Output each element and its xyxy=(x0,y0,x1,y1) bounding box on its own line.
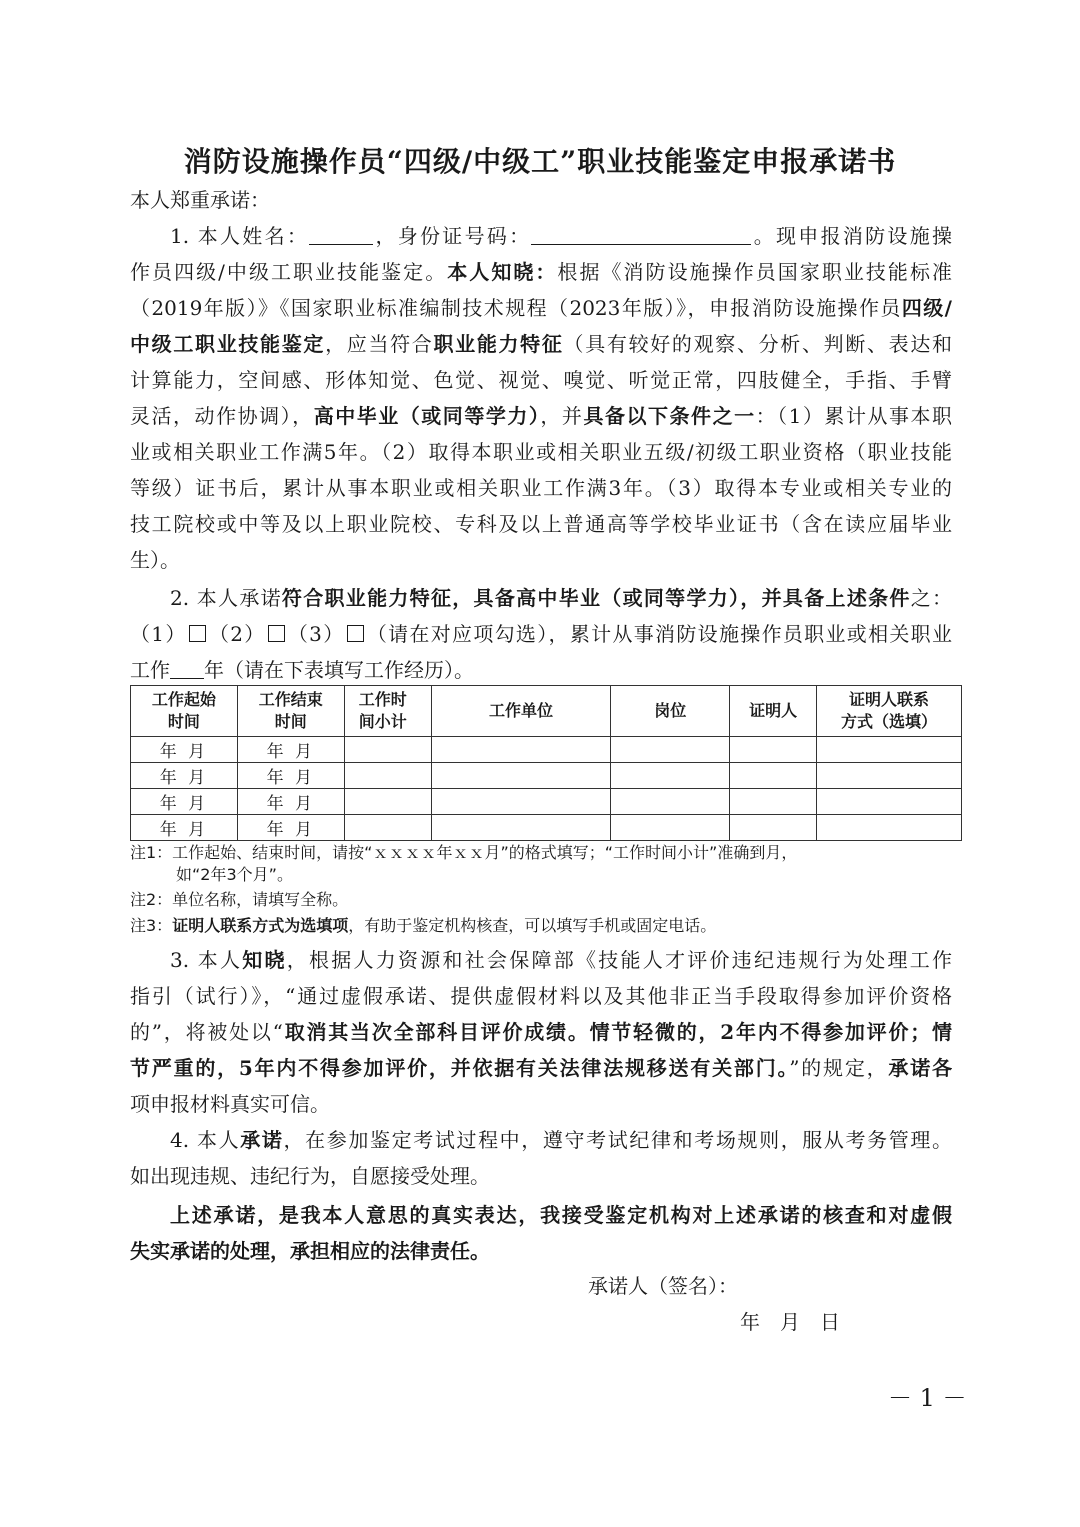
years-blank xyxy=(170,660,204,679)
start-cell[interactable]: 年 月 xyxy=(131,763,238,789)
header-end-time: 工作结束 时间 xyxy=(237,686,344,737)
witness-contact-cell[interactable] xyxy=(817,789,962,815)
end-cell[interactable]: 年 月 xyxy=(237,789,344,815)
p1-line-1 xyxy=(130,224,952,248)
note-bold-text: 证明人联系方式为选填项 xyxy=(172,916,349,935)
option-2-checkbox[interactable] xyxy=(268,625,285,642)
header-position: 岗位 xyxy=(611,686,730,737)
end-cell[interactable]: 年 月 xyxy=(237,815,344,841)
option-3-label: （3） xyxy=(286,622,345,646)
p1-bold-text: 中级工职业技能鉴定 xyxy=(130,332,326,356)
p1-line-3 xyxy=(130,296,952,320)
duration-cell[interactable] xyxy=(344,789,431,815)
p1-bold-text: 本人知晓： xyxy=(447,260,558,284)
p2-line-2 xyxy=(130,622,952,646)
p2-text: 年（请在下表填写工作经历）。 xyxy=(204,658,474,682)
p1-text: ，并 xyxy=(540,404,584,428)
p4-text: 4. 本人 xyxy=(170,1128,241,1152)
table-row xyxy=(131,737,962,763)
p3-bold-text: 取消其当次全部科目评价成绩。情节轻微的，2年内不得参加评价；情 xyxy=(282,1020,952,1044)
start-cell[interactable]: 年 月 xyxy=(131,789,238,815)
p1-text: 作员四级/中级工职业技能鉴定。 xyxy=(130,260,448,284)
option-2-label: （2） xyxy=(207,622,266,646)
employer-cell[interactable] xyxy=(431,789,611,815)
p2-line-3 xyxy=(130,658,952,682)
table-row xyxy=(131,789,962,815)
witness-cell[interactable] xyxy=(730,763,817,789)
note-1-continued: 如“2年3个月”。 xyxy=(176,865,293,884)
p1-bold-text: 职业能力特征 xyxy=(433,332,564,356)
p3-text: 3. 本人 xyxy=(170,948,243,972)
start-cell[interactable]: 年 月 xyxy=(131,737,238,763)
p1-line-8: 等级）证书后，累计从事本职业或相关职业工作满3年。（3）取得本专业或相关专业的 xyxy=(130,476,952,500)
document-title: 消防设施操作员“四级/中级工”职业技能鉴定申报承诺书 xyxy=(183,145,897,178)
p2-text: （请在对应项勾选），累计从事消防设施操作员职业或相关职业 xyxy=(365,622,952,646)
witness-cell[interactable] xyxy=(730,737,817,763)
position-cell[interactable] xyxy=(611,815,730,841)
p3-line-1 xyxy=(130,948,952,972)
p1-bold-text: 具备以下条件之一 xyxy=(583,404,756,428)
p2-text: 之： xyxy=(910,586,952,610)
p3-bold-text: 节严重的，5年内不得参加评价，并依据有关法律法规移送有关部门。 xyxy=(130,1056,790,1080)
position-cell[interactable] xyxy=(611,789,730,815)
p1-text: （具有较好的观察、分析、判断、表达和 xyxy=(563,332,952,356)
header-witness-contact: 证明人联系 方式（选填） xyxy=(817,686,962,737)
p2-bold-text: 符合职业能力特征，具备高中毕业（或同等学力），并具备上述条件 xyxy=(281,586,911,610)
option-1-checkbox[interactable] xyxy=(189,625,206,642)
table-header-row xyxy=(131,686,962,737)
p2-line-1 xyxy=(130,586,952,610)
p3-line-5: 项申报材料真实可信。 xyxy=(130,1092,330,1116)
duration-cell[interactable] xyxy=(344,763,431,789)
p3-text: ”的规定， xyxy=(789,1056,889,1080)
p1-text: 。现申报消防设施操 xyxy=(751,224,952,248)
id-number-blank xyxy=(531,226,751,245)
name-blank xyxy=(309,226,373,245)
signature-label: 承诺人（签名）： xyxy=(588,1274,738,1298)
end-cell[interactable]: 年 月 xyxy=(237,763,344,789)
signature-date: 年 月 日 xyxy=(740,1310,840,1334)
p2-text: 工作 xyxy=(130,658,170,682)
p1-bold-text: 高中毕业（或同等学力） xyxy=(313,404,541,428)
note-2: 注2：单位名称，请填写全称。 xyxy=(130,890,349,909)
p5-line-1: 上述承诺，是我本人意思的真实表达，我接受鉴定机构对上述承诺的核查和对虚假 xyxy=(170,1203,952,1227)
page-number: － 1 － xyxy=(888,1384,967,1412)
p2-text: 2. 本人承诺 xyxy=(170,586,282,610)
p1-line-9: 技工院校或中等及以上职业院校、专科及以上普通高等学校毕业证书（含在读应届毕业 xyxy=(130,512,952,536)
p4-text: ，在参加鉴定考试过程中，遵守考试纪律和考场规则，服从考务管理。 xyxy=(283,1128,952,1152)
witness-contact-cell[interactable] xyxy=(817,737,962,763)
witness-cell[interactable] xyxy=(730,815,817,841)
employer-cell[interactable] xyxy=(431,763,611,789)
p4-line-2: 如出现违规、违纪行为，自愿接受处理。 xyxy=(130,1164,490,1188)
position-cell[interactable] xyxy=(611,737,730,763)
p1-line-10: 生）。 xyxy=(130,548,180,572)
p1-line-7: 业或相关职业工作满5年。（2）取得本职业或相关职业五级/初级工职业资格（职业技能 xyxy=(130,440,952,464)
option-1-label: （1） xyxy=(130,622,187,646)
witness-contact-cell[interactable] xyxy=(817,815,962,841)
note-text: 注3： xyxy=(130,916,173,935)
p1-line-5: 计算能力，空间感、形体知觉、色觉、视觉、嗅觉、听觉正常，四肢健全，手指、手臂 xyxy=(130,368,952,392)
p1-text: ：（1）累计从事本职 xyxy=(755,404,952,428)
p1-bold-text: 四级/ xyxy=(901,296,952,320)
p3-text: 的”，将被处以“ xyxy=(130,1020,283,1044)
witness-contact-cell[interactable] xyxy=(817,763,962,789)
p1-text: （2019年版）》《国家职业标准编制技术规程（2023年版）》，申报消防设施操作员 xyxy=(130,296,902,320)
end-cell[interactable]: 年 月 xyxy=(237,737,344,763)
p1-line-4 xyxy=(130,332,952,356)
p3-line-3 xyxy=(130,1020,952,1044)
start-cell[interactable]: 年 月 xyxy=(131,815,238,841)
header-start-time: 工作起始 时间 xyxy=(131,686,238,737)
p1-line-6 xyxy=(130,404,952,428)
p1-text: 灵活，动作协调）， xyxy=(130,404,314,428)
p3-line-4 xyxy=(130,1056,952,1080)
table-row xyxy=(131,815,962,841)
p3-bold-text: 知晓 xyxy=(242,948,287,972)
p1-text: 根据《消防设施操作员国家职业技能标准 xyxy=(557,260,952,284)
header-employer: 工作单位 xyxy=(431,686,611,737)
table-row xyxy=(131,763,962,789)
p3-text: ，根据人力资源和社会保障部《技能人才评价违纪违规行为处理工作 xyxy=(286,948,952,972)
p1-text: 1. 本人姓名： xyxy=(170,224,310,248)
note-1: 注1：工作起始、结束时间，请按“ｘｘｘｘ年ｘｘ月”的格式填写；“工作时间小计”准确到月， xyxy=(130,843,798,862)
employer-cell[interactable] xyxy=(431,737,611,763)
option-3-checkbox[interactable] xyxy=(347,625,364,642)
witness-cell[interactable] xyxy=(730,789,817,815)
p3-bold-text: 承诺各 xyxy=(888,1056,952,1080)
p4-bold-text: 承诺 xyxy=(240,1128,284,1152)
employer-cell[interactable] xyxy=(431,815,611,841)
note-text: ，有助于鉴定机构核查，可以填写手机或固定电话。 xyxy=(348,916,717,935)
p1-text: ，身份证号码： xyxy=(373,224,532,248)
header-duration: 工作时 间小计 xyxy=(344,686,431,737)
p3-line-2: 指引（试行）》，“通过虚假承诺、提供虚假材料以及其他非正当手段取得参加评价资格 xyxy=(130,984,952,1008)
p1-line-2 xyxy=(130,260,952,284)
p4-line-1 xyxy=(130,1128,952,1152)
position-cell[interactable] xyxy=(611,763,730,789)
p1-text: ，应当符合 xyxy=(325,332,434,356)
p5-line-2: 失实承诺的处理，承担相应的法律责任。 xyxy=(130,1239,490,1263)
header-witness: 证明人 xyxy=(730,686,817,737)
duration-cell[interactable] xyxy=(344,815,431,841)
note-3 xyxy=(130,915,970,937)
intro-line: 本人郑重承诺： xyxy=(130,188,270,212)
work-history-table xyxy=(130,685,962,841)
duration-cell[interactable] xyxy=(344,737,431,763)
